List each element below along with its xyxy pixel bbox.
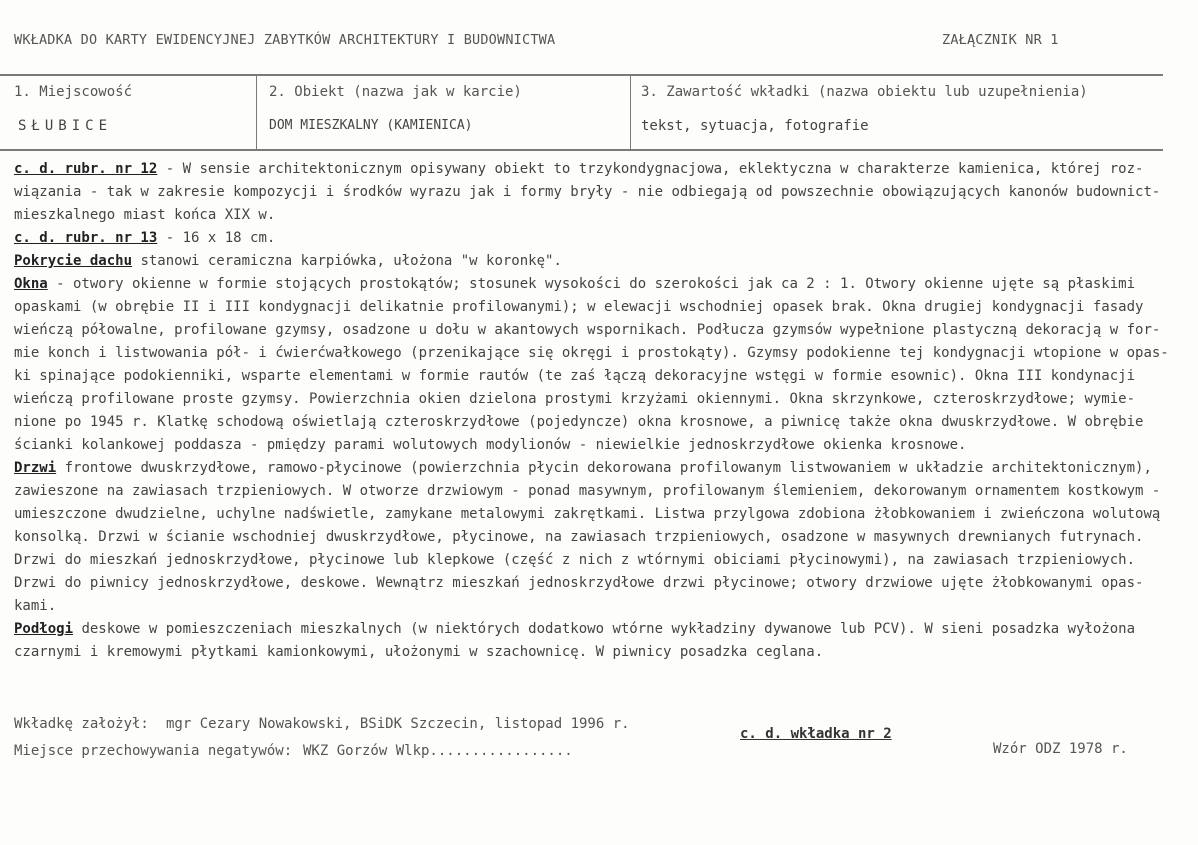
- table-top-border: [0, 74, 1163, 76]
- continued-insert: c. d. wkładka nr 2: [740, 726, 892, 742]
- section-heading-rubr-13: c. d. rubr. nr 13: [14, 230, 158, 246]
- form-title: WKŁADKA DO KARTY EWIDENCYJNEJ ZABYTKÓW ARCHITEKTURY I BUDOWNICTWA: [14, 32, 556, 48]
- storage-dots: ................: [437, 743, 573, 759]
- table-bottom-border: [0, 149, 1163, 151]
- attachment-number: ZAŁĄCZNIK NR 1: [942, 32, 1059, 48]
- text-line: c. d. rubr. nr 12 - W sensie architektonicznym opisywany obiekt to trzykondygnacjowa, eklektyczna w charakterze kamienica, której roz-: [14, 161, 1144, 177]
- storage-location: [303, 743, 573, 759]
- author-value: mgr Cezary Nowakowski, BSiDK Szczecin, listopad 1996 r.: [166, 716, 630, 732]
- description-body: [14, 158, 1179, 664]
- contents-value: tekst, sytuacja, fotografie: [641, 118, 869, 134]
- text-line: zawieszone na zawiasach trzpieniowych. W otworze drzwiowym - ponad masywnym, profilowanym ślemieniem, dekorowanym ornamentem kostkowym -: [14, 483, 1161, 499]
- text-line: wieńczą profilowane proste gzymsy. Powierzchnia okien dzielona prostymi krzyżami okiennymi. Okna skrzynkowe, czteroskrzydłowe; wymie-: [14, 391, 1136, 407]
- section-heading-windows: Okna: [14, 276, 48, 292]
- storage-label: Miejsce przechowywania negatywów:: [14, 743, 293, 759]
- text-line: Drzwi frontowe dwuskrzydłowe, ramowo-płycinowe (powierzchnia płycin dekorowana profilowanym listwowaniem w układzie architektonicznym),: [14, 460, 1152, 476]
- object-value: DOM MIESZKALNY (KAMIENICA): [269, 118, 473, 133]
- text-line: konsolką. Drzwi w ścianie wschodniej dwuskrzydłowe, płycinowe, na zawiasach trzpieniowych, osadzone w masywnych drewnianych futrynach.: [14, 529, 1144, 545]
- table-divider-2: [630, 75, 631, 150]
- text-line: wiązania - tak w zakresie kompozycji i środków wyrazu jak i formy bryły - nie odbiegają od powszechnie obowiązujących kanonów budownict-: [14, 184, 1161, 200]
- text-line: Drzwi do mieszkań jednoskrzydłowe, płycinowe lub klepkowe (część z nich z wtórnymi obiciami płycinowymi), na zawiasach trzpieniowych.: [14, 552, 1136, 568]
- contents-label: 3. Zawartość wkładki (nazwa obiektu lub uzupełnienia): [641, 84, 1088, 100]
- text-line: Podłogi deskowe w pomieszczeniach mieszkalnych (w niektórych dodatkowo wtórne wykładziny dywanowe lub PCV). W sieni posadzka wyłożona: [14, 621, 1136, 637]
- section-heading-rubr-12: c. d. rubr. nr 12: [14, 161, 158, 177]
- text-line: umieszczone dwudzielne, uchylne nadświetle, zamykane metalowymi zakrętkami. Listwa przylgowa zdobiona żłobkowaniem i zwieńczona wolutową: [14, 506, 1161, 522]
- text-line: wieńczą półowalne, profilowane gzymsy, osadzone u dołu w akantowych wspornikach. Podłucza gzymsów wypełnione plastyczną dekoracją w for-: [14, 322, 1161, 338]
- text-line: mieszkalnego miast końca XIX w.: [14, 207, 276, 223]
- storage-value: WKZ Gorzów Wlkp.: [303, 743, 438, 759]
- text-line: c. d. rubr. nr 13 - 16 x 18 cm.: [14, 230, 276, 246]
- text-line: czarnymi i kremowymi płytkami kamionkowymi, ułożonymi w szachownicę. W piwnicy posadzka ceglana.: [14, 644, 824, 660]
- author-label: Wkładkę założył:: [14, 716, 149, 732]
- text-line: kami.: [14, 598, 57, 614]
- text-line: opaskami (w obrębie II i III kondygnacji delikatnie profilowanymi); w elewacji wschodniej opasek brak. Okna drugiej kondygnacji fasady: [14, 299, 1144, 315]
- text-line: nione po 1945 r. Klatkę schodową oświetlają czteroskrzydłowe (pojedyncze) okna krosnowe, a piwnicę także okna dwuskrzydłowe. W obrębie: [14, 414, 1144, 430]
- section-heading-floors: Podłogi: [14, 621, 74, 637]
- form-pattern: Wzór ODZ 1978 r.: [993, 741, 1128, 757]
- text-line: ki spinające podokienniki, wsparte elementami w formie rautów (te zaś łączą dekoracyjne wstęgi w formie esownic). Okna III kondynacji: [14, 368, 1136, 384]
- locality-value: SŁUBICE: [18, 118, 113, 134]
- text-line: mie konch i listwowania pół- i ćwierćwałkowego (przenikające się okręgi i prostokąty). Gzymsy podokienne tej kondygnacji wtopione w opas-: [14, 345, 1169, 361]
- object-label: 2. Obiekt (nazwa jak w karcie): [269, 84, 522, 100]
- text-line: ścianki kolankowej poddasza - pmiędzy parami wolutowych modylionów - niewielkie jednoskrzydłowe okienka krosnowe.: [14, 437, 967, 453]
- section-heading-doors: Drzwi: [14, 460, 57, 476]
- text-line: Pokrycie dachu stanowi ceramiczna karpiówka, ułożona "w koronkę".: [14, 253, 562, 269]
- section-heading-roof: Pokrycie dachu: [14, 253, 133, 269]
- table-divider-1: [256, 75, 257, 150]
- text-line: Drzwi do piwnicy jednoskrzydłowe, deskowe. Wewnątrz mieszkań jednoskrzydłowe drzwi płycinowe; otwory drzwiowe ujęte żłobkowanymi opas-: [14, 575, 1144, 591]
- text-line: Okna - otwory okienne w formie stojących prostokątów; stosunek wysokości do szerokości jak ca 2 : 1. Otwory okienne ujęte są płaskimi: [14, 276, 1136, 292]
- locality-label: 1. Miejscowość: [14, 84, 133, 100]
